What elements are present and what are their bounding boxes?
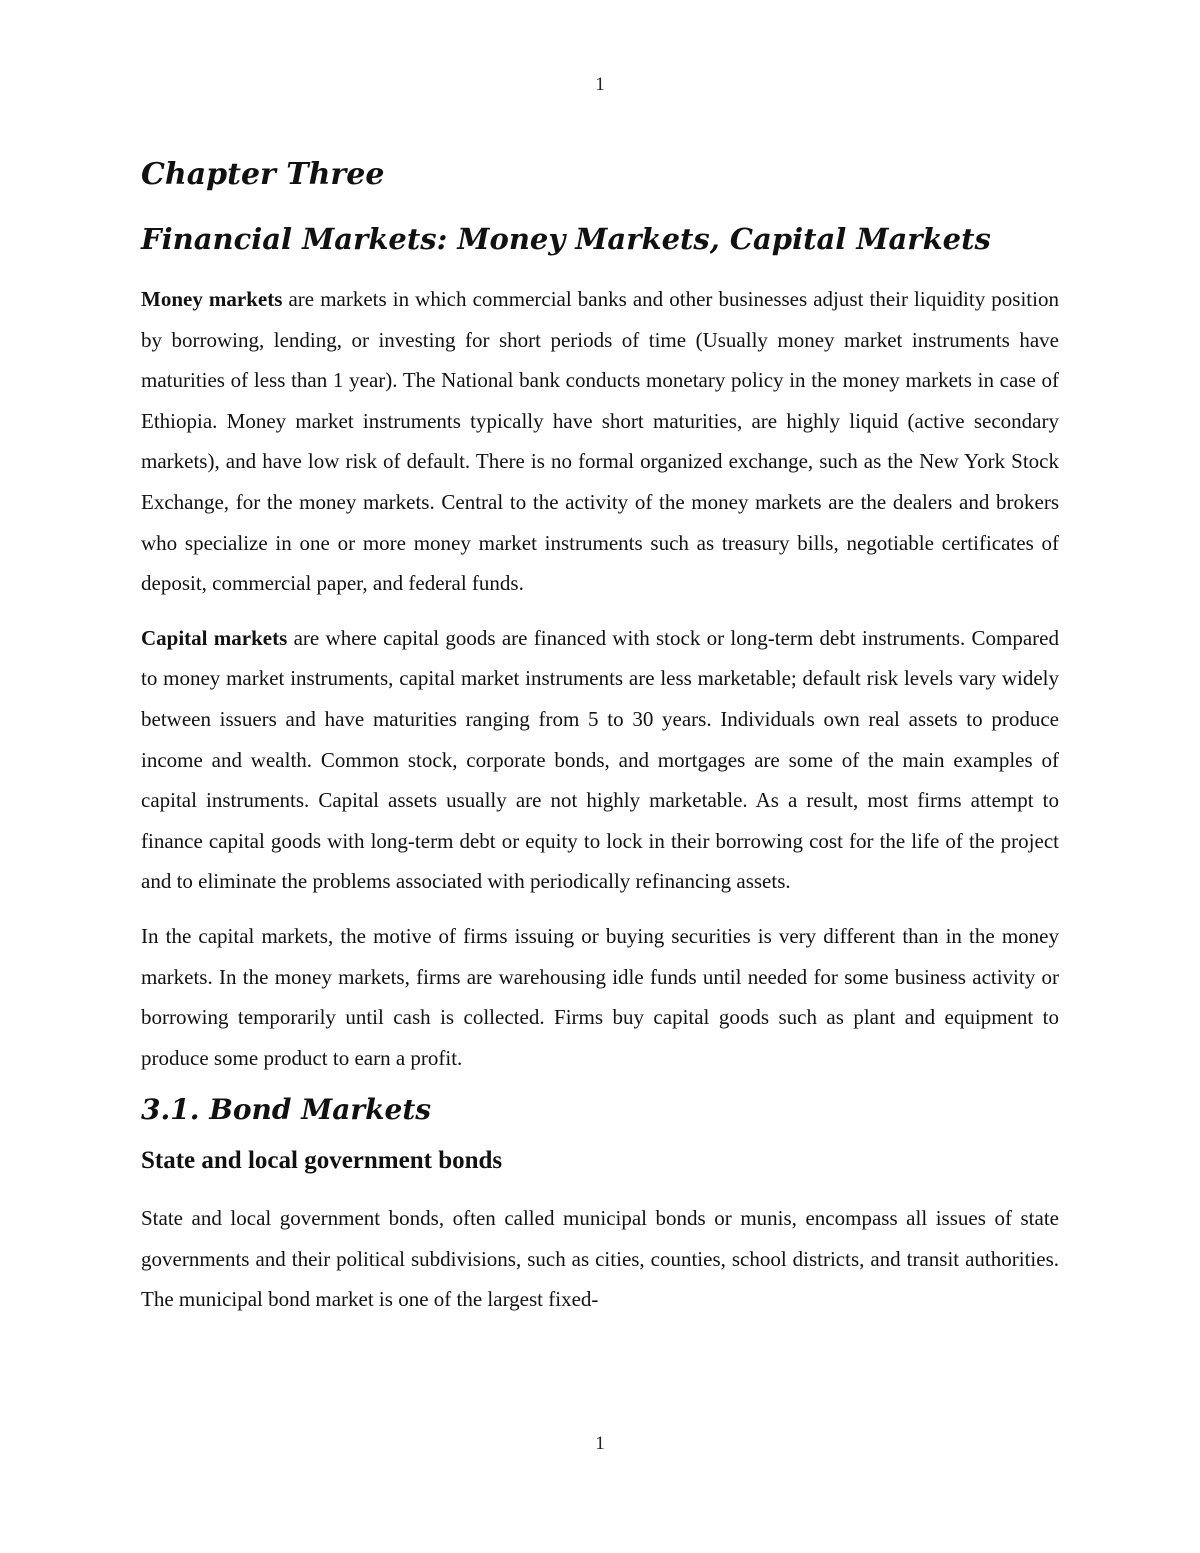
paragraph-text: are where capital goods are financed with stock or long-term debt instruments. Compared to money market instruments, capital market instruments are less marketable; default risk levels vary widely between issuers and have maturities ranging from 5 to 30 years. Individuals own real assets to produce income and wealth. Common stock, corporate bonds, and mortgages are some of the main examples of capital instruments. Capital assets usually are not highly marketable. As a result, most firms attempt to finance capital goods with long-term debt or equity to lock in their borrowing cost for the life of the project and to eliminate the problems associated with periodically refinancing assets.: [141, 625, 1059, 894]
chapter-title: Chapter Three: [141, 157, 385, 192]
page-number-top: 1: [595, 74, 605, 95]
document-body: [141, 155, 1059, 1320]
paragraph-text: are markets in which commercial banks and other businesses adjust their liquidity position by borrowing, lending, or investing for short periods of time (Usually money market instruments have maturities of less than 1 year). The National bank conducts monetary policy in the money markets in case of Ethiopia. Money market instruments typically have short maturities, are highly liquid (active secondary markets), and have low risk of default. There is no formal organized exchange, such as the New York Stock Exchange, for the money markets. Central to the activity of the money markets are the dealers and brokers who specialize in one or more money market instruments such as treasury bills, negotiable certificates of deposit, commercial paper, and federal funds.: [141, 287, 1059, 596]
section-title: 3.1. Bond Markets: [141, 1093, 432, 1127]
paragraph-municipal-bonds: State and local government bonds, often called municipal bonds or munis, encompass all issues of state governments and their political subdivisions, such as cities, counties, school districts, and transit authorities. The municipal bond market is one of the largest fixed-: [141, 1206, 1059, 1312]
sub-heading: State and local government bonds: [141, 1147, 503, 1175]
paragraph-capital-markets: [141, 618, 1059, 902]
paragraph-motive: In the capital markets, the motive of firms issuing or buying securities is very different than in the money markets. In the money markets, firms are warehousing idle funds until needed for some business activity or borrowing temporarily until cash is collected. Firms buy capital goods such as plant and equipment to produce some product to earn a profit.: [141, 923, 1059, 1070]
term-money-markets: Money markets: [141, 287, 283, 311]
paragraph-money-markets: [141, 279, 1059, 604]
chapter-subtitle: Financial Markets: Money Markets, Capital Markets: [141, 222, 991, 256]
term-capital-markets: Capital markets: [141, 625, 288, 650]
page-number-bottom: 1: [595, 1433, 605, 1454]
